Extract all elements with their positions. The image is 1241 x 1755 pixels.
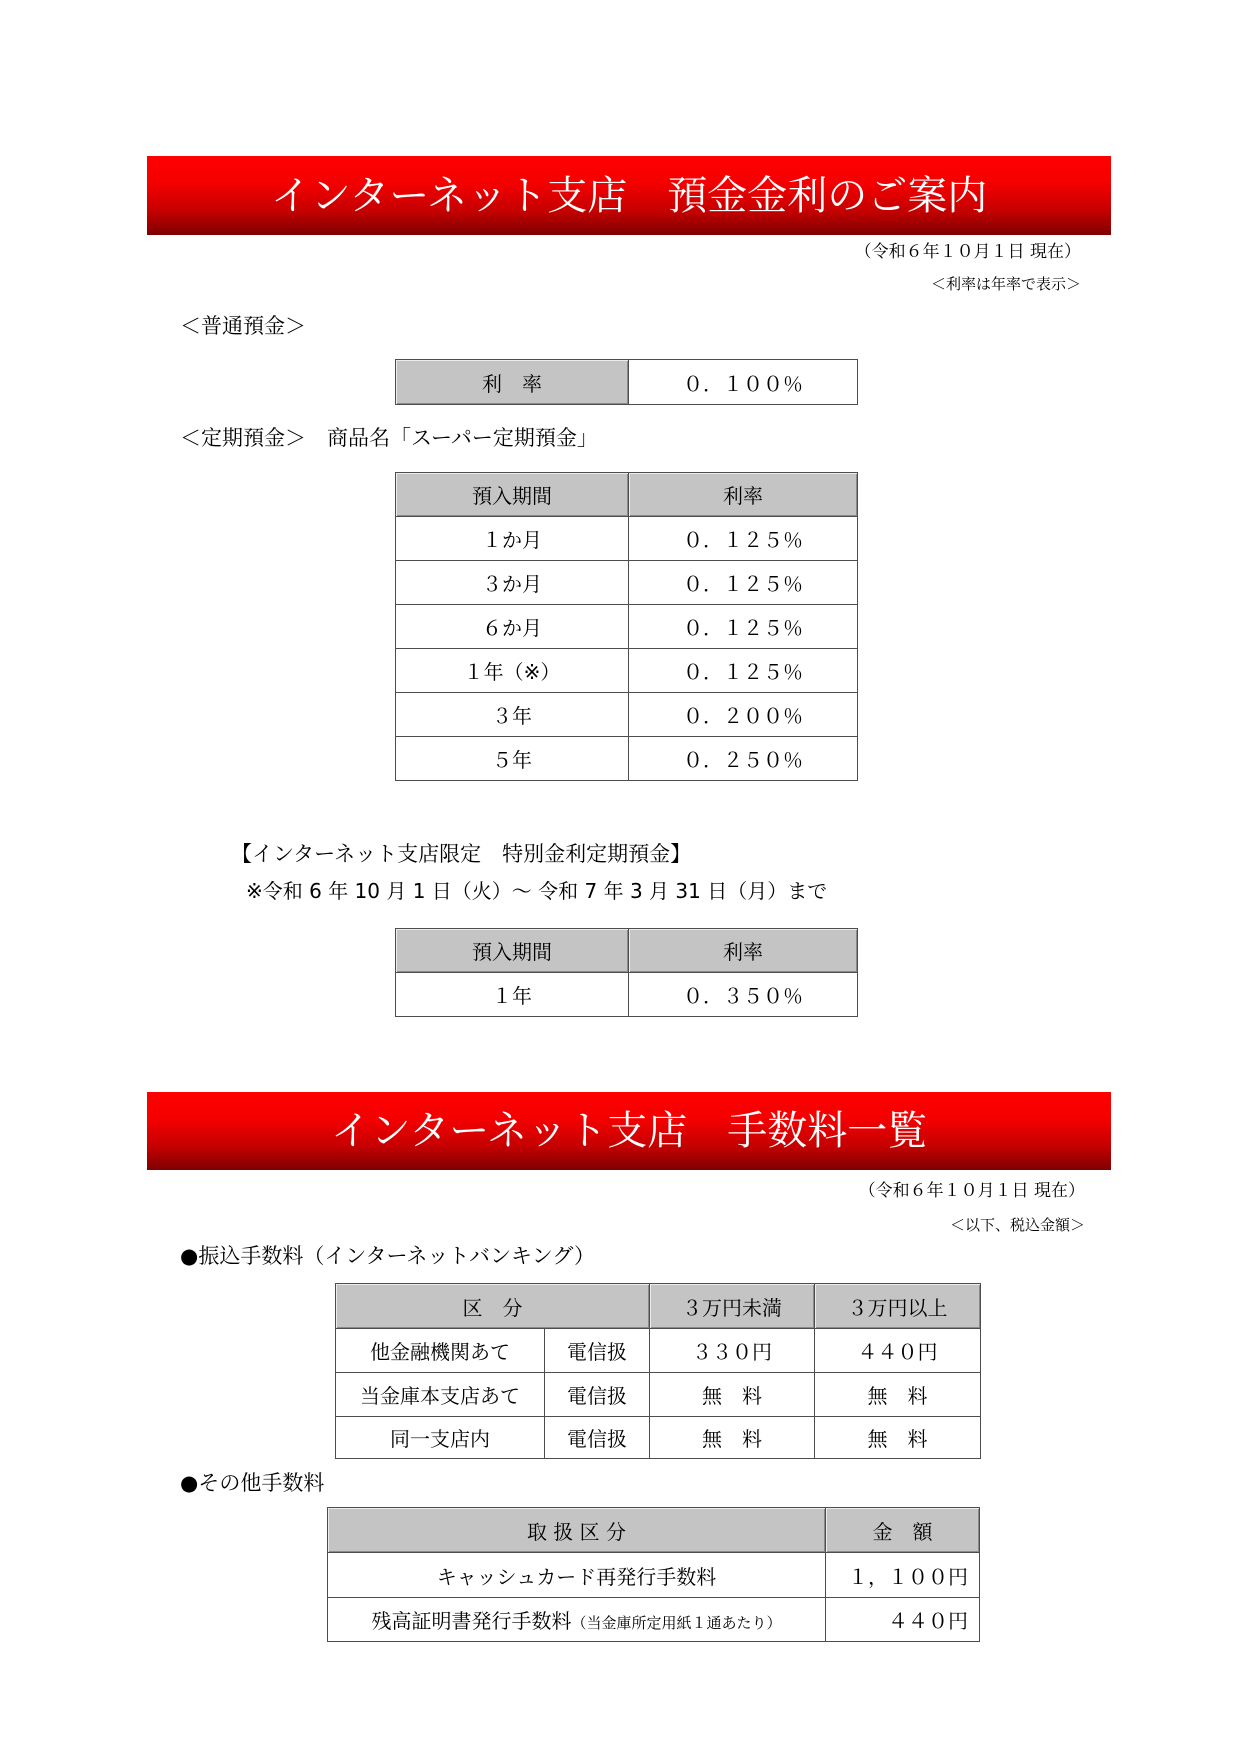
fees-note: ＜以下、税込金額＞ <box>949 1216 1085 1234</box>
table-header-row <box>328 1508 980 1553</box>
under-30k-cell: 無 料 <box>650 1373 815 1417</box>
other-fee-table <box>327 1507 980 1642</box>
column-header-item: 取 扱 区 分 <box>328 1508 826 1553</box>
table-row <box>396 973 858 1017</box>
ordinary-deposit-table <box>395 359 858 405</box>
rate-cell: ０．２５０％ <box>629 737 858 781</box>
ordinary-rate-label: 利 率 <box>396 360 629 405</box>
amount-cell: １，１００円 <box>826 1553 980 1598</box>
rate-cell: ０．１２５％ <box>629 561 858 605</box>
special-deposit-heading: 【インターネット支店限定 特別金利定期預金】 <box>231 842 692 866</box>
method-cell: 電信扱 <box>545 1373 650 1417</box>
column-header-rate: 利率 <box>629 473 858 517</box>
special-deposit-table <box>395 928 858 1017</box>
fees-banner <box>147 1092 1111 1170</box>
destination-cell: 他金融機関あて <box>336 1329 545 1373</box>
rate-cell: ０．１２５％ <box>629 649 858 693</box>
item-note: （当金庫所定用紙１通あたり） <box>571 1614 782 1632</box>
ordinary-deposit-heading: ＜普通預金＞ <box>180 314 306 338</box>
over-30k-cell: 無 料 <box>815 1373 981 1417</box>
table-row <box>396 649 858 693</box>
period-cell: ３年 <box>396 693 629 737</box>
rate-cell: ０．１２５％ <box>629 605 858 649</box>
rate-cell: ０．３５０％ <box>629 973 858 1017</box>
table-row <box>396 693 858 737</box>
rate-cell: ０．２００％ <box>629 693 858 737</box>
period-cell: １年 <box>396 973 629 1017</box>
column-header-under-30k: ３万円未満 <box>650 1284 815 1329</box>
over-30k-cell: 無 料 <box>815 1417 981 1459</box>
transfer-fee-table <box>335 1283 981 1459</box>
deposit-rates-as-of: （令和６年１０月１日 現在） <box>854 242 1081 262</box>
table-header-row <box>396 929 858 973</box>
other-fee-heading: ●その他手数料 <box>180 1471 325 1495</box>
table-row <box>396 737 858 781</box>
item-cell: キャッシュカード再発行手数料 <box>328 1553 826 1598</box>
method-cell: 電信扱 <box>545 1417 650 1459</box>
transfer-fee-heading: ●振込手数料（インターネットバンキング） <box>180 1244 596 1268</box>
column-header-period: 預入期間 <box>396 929 629 973</box>
column-header-rate: 利率 <box>629 929 858 973</box>
column-header-over-30k: ３万円以上 <box>815 1284 981 1329</box>
item-cell <box>328 1598 826 1642</box>
deposit-rates-banner <box>147 156 1111 235</box>
column-header-amount: 金 額 <box>826 1508 980 1553</box>
period-cell: ３か月 <box>396 561 629 605</box>
fees-as-of: （令和６年１０月１日 現在） <box>858 1181 1085 1201</box>
time-deposit-heading: ＜定期預金＞ 商品名「スーパー定期預金」 <box>180 426 598 450</box>
table-row <box>336 1417 981 1459</box>
rate-cell: ０．１２５％ <box>629 517 858 561</box>
table-row <box>336 1373 981 1417</box>
table-header-row <box>396 473 858 517</box>
deposit-rates-title: インターネット支店 預金金利のご案内 <box>270 172 988 219</box>
table-header-row <box>336 1284 981 1329</box>
table-row <box>396 605 858 649</box>
under-30k-cell: 無 料 <box>650 1417 815 1459</box>
period-cell: ６か月 <box>396 605 629 649</box>
period-cell: １か月 <box>396 517 629 561</box>
table-row <box>328 1553 980 1598</box>
method-cell: 電信扱 <box>545 1329 650 1373</box>
over-30k-cell: ４４０円 <box>815 1329 981 1373</box>
table-row <box>396 517 858 561</box>
column-header-period: 預入期間 <box>396 473 629 517</box>
time-deposit-table <box>395 472 858 781</box>
period-cell: １年（※） <box>396 649 629 693</box>
column-header-category: 区 分 <box>336 1284 650 1329</box>
under-30k-cell: ３３０円 <box>650 1329 815 1373</box>
period-cell: ５年 <box>396 737 629 781</box>
item-label: 残高証明書発行手数料 <box>371 1609 572 1633</box>
table-row <box>328 1598 980 1642</box>
table-row <box>396 561 858 605</box>
destination-cell: 当金庫本支店あて <box>336 1373 545 1417</box>
table-row <box>396 360 858 405</box>
fees-title: インターネット支店 手数料一覧 <box>330 1108 928 1154</box>
table-row <box>336 1329 981 1373</box>
amount-cell: ４４０円 <box>826 1598 980 1642</box>
special-deposit-period-note: ※令和 6 年 10 月 1 日（火）～ 令和 7 年 3 月 31 日（月）まで <box>246 879 828 903</box>
destination-cell: 同一支店内 <box>336 1417 545 1459</box>
ordinary-rate-value: ０．１００％ <box>629 360 858 405</box>
deposit-rates-note: ＜利率は年率で表示＞ <box>930 275 1081 293</box>
